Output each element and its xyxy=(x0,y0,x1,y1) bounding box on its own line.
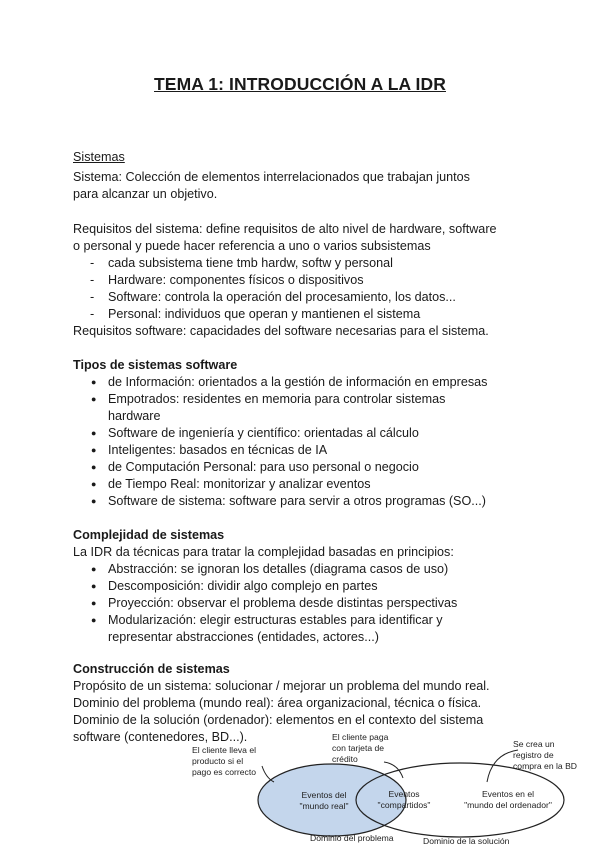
dash-list-item: Software: controla la operación del procesamiento, los datos... xyxy=(108,290,456,304)
note-mid-line: con tarjeta de xyxy=(332,743,385,753)
list-item: de Tiempo Real: monitorizar y analizar eventos xyxy=(108,477,371,491)
section-heading-sistemas: Sistemas xyxy=(73,150,125,164)
dash-list-item: Personal: individuos que operan y mantienen el sistema xyxy=(108,307,421,321)
bullet-icon: ● xyxy=(91,598,97,608)
list-item: Abstracción: se ignoran los detalles (diagrama casos de uso) xyxy=(108,562,449,576)
section-heading-complejidad: Complejidad de sistemas xyxy=(73,528,225,542)
paragraph-line: Propósito de un sistema: solucionar / mejorar un problema del mundo real. xyxy=(73,679,490,693)
dash-list-item: Hardware: componentes físicos o dispositivos xyxy=(108,273,364,287)
label-problem-domain: Dominio del problema xyxy=(310,833,394,843)
note-left-line: producto si el xyxy=(192,756,244,766)
list-item: Inteligentes: basados en técnicas de IA xyxy=(108,443,328,457)
events-computer-line: Eventos en el xyxy=(481,789,535,799)
bullet-icon: ● xyxy=(91,428,97,438)
paragraph-line: o personal y puede hacer referencia a uno o varios subsistemas xyxy=(73,239,431,253)
dash-marker: - xyxy=(90,290,95,304)
paragraph-line: software (contenedores, BD...). xyxy=(73,730,248,744)
list-item-continuation: representar abstracciones (entidades, actores...) xyxy=(108,630,379,644)
list-item: Empotrados: residentes en memoria para controlar sistemas xyxy=(108,392,446,406)
bullet-icon: ● xyxy=(91,615,97,625)
list-item: de Información: orientados a la gestión de información en empresas xyxy=(108,375,488,389)
list-item-continuation: hardware xyxy=(108,409,161,423)
page-title: TEMA 1: INTRODUCCIÓN A LA IDR xyxy=(154,74,446,94)
dash-marker: - xyxy=(90,273,95,287)
paragraph-line: Requisitos software: capacidades del software necesarias para el sistema. xyxy=(73,324,489,338)
list-item: Software de ingeniería y científico: orientadas al cálculo xyxy=(108,426,419,440)
list-item: de Computación Personal: para uso personal o negocio xyxy=(108,460,419,474)
note-right-line: Se crea un xyxy=(513,739,555,749)
bullet-icon: ● xyxy=(91,462,97,472)
events-real-world-line: Eventos del xyxy=(301,790,347,800)
list-item: Descomposición: dividir algo complejo en partes xyxy=(108,579,378,593)
note-left-line: pago es correcto xyxy=(192,767,257,777)
list-item: Software de sistema: software para servir a otros programas (SO...) xyxy=(108,494,486,508)
events-shared-line: "compartidos" xyxy=(377,800,431,810)
note-right-line: compra en la BD xyxy=(513,761,578,771)
bullet-icon: ● xyxy=(91,564,97,574)
dash-marker: - xyxy=(90,307,95,321)
bullet-icon: ● xyxy=(91,496,97,506)
note-mid-line: crédito xyxy=(332,754,358,764)
events-real-world-line: "mundo real" xyxy=(299,801,349,811)
paragraph-line: Requisitos del sistema: define requisitos de alto nivel de hardware, software xyxy=(73,222,497,236)
paragraph-line: La IDR da técnicas para tratar la complejidad basadas en principios: xyxy=(73,545,454,559)
section-heading-tipos: Tipos de sistemas software xyxy=(73,358,238,372)
bullet-icon: ● xyxy=(91,479,97,489)
section-heading-construccion: Construcción de sistemas xyxy=(73,662,230,676)
list-item: Modularización: elegir estructuras estables para identificar y xyxy=(108,613,443,627)
paragraph-line: Sistema: Colección de elementos interrelacionados que trabajan juntos xyxy=(73,170,470,184)
paragraph-line: Dominio del problema (mundo real): área organizacional, técnica o física. xyxy=(73,696,482,710)
paragraph-line: Dominio de la solución (ordenador): elementos en el contexto del sistema xyxy=(73,713,484,727)
bullet-icon: ● xyxy=(91,394,97,404)
bullet-icon: ● xyxy=(91,377,97,387)
bullet-icon: ● xyxy=(91,445,97,455)
note-left-line: El cliente lleva el xyxy=(192,745,257,755)
bullet-icon: ● xyxy=(91,581,97,591)
dash-list-item: cada subsistema tiene tmb hardw, softw y personal xyxy=(108,256,393,270)
events-shared-line: Eventos xyxy=(388,789,420,799)
dash-marker: - xyxy=(90,256,95,270)
note-right-line: registro de xyxy=(513,750,554,760)
label-solution-domain: Dominio de la solución xyxy=(423,836,510,846)
events-computer-line: "mundo del ordenador" xyxy=(464,800,552,810)
paragraph-line: para alcanzar un objetivo. xyxy=(73,187,218,201)
list-item: Proyección: observar el problema desde distintas perspectivas xyxy=(108,596,458,610)
note-mid-line: El cliente paga xyxy=(332,732,389,742)
